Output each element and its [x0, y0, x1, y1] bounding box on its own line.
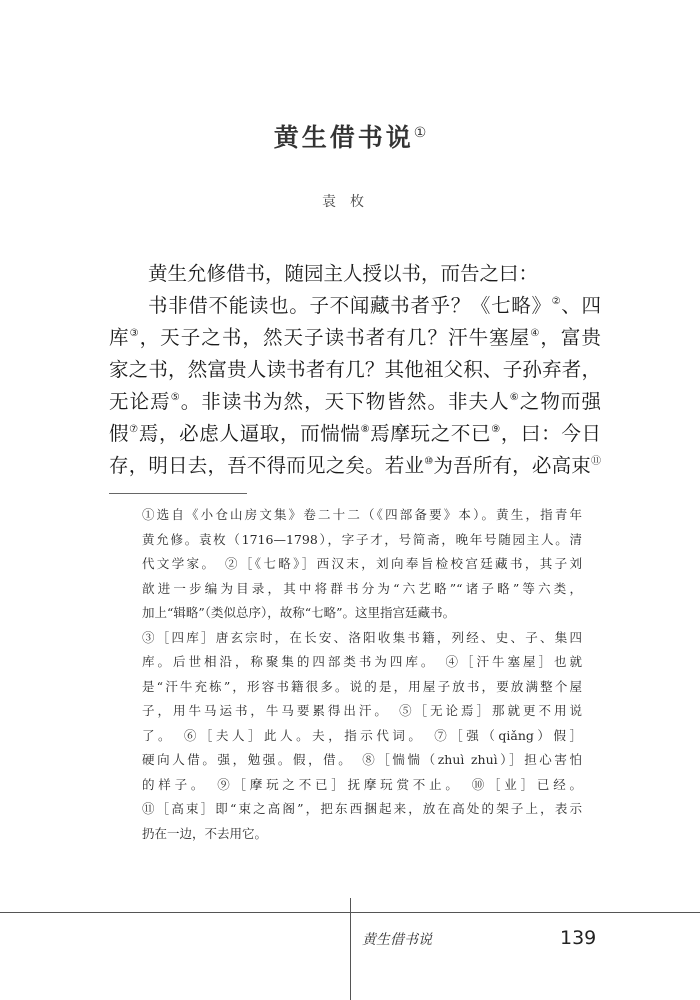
body-line	[109, 322, 601, 354]
footnote-line: 硬向人借。强，勉强。假，借。 ⑧［惴惴（zhuì zhuì）］担心害怕	[142, 752, 582, 767]
footnote-line: 了。 ⑥［夫人］此人。夫，指示代词。 ⑦［强（qiǎng）假］	[142, 727, 582, 743]
body-text-segment: 书非借不能读也。子不闻藏书者乎？《七略》	[148, 294, 552, 317]
footnote-line: ⑪［高束］即“束之高阁”，把东西捆起来，放在高处的架子上，表示	[142, 801, 582, 816]
footnote-marker: ⑧	[360, 424, 371, 435]
footnote-line: 是“汗牛充栋”，形容书籍很多。说的是，用屋子放书，要放满整个屋	[142, 678, 582, 694]
title-footnote-marker: ①	[413, 125, 427, 141]
body-text-segment: ，富贵	[540, 326, 601, 349]
body-text-segment: 库	[109, 326, 130, 349]
footnote-marker: ⑩	[424, 456, 434, 467]
body-text	[109, 258, 601, 482]
footnote-marker: ⑪	[590, 456, 601, 467]
page-title	[0, 118, 700, 154]
body-line	[109, 290, 601, 322]
body-line	[109, 258, 601, 290]
footnote-line: 代文学家。 ②［《七略》］西汉末，刘向奉旨检校宫廷藏书，其子刘	[142, 556, 582, 571]
body-text-segment: 、四	[561, 294, 601, 317]
footnote-marker: ④	[530, 328, 541, 339]
body-text-segment: 之物而强	[519, 390, 601, 413]
footnote-marker: ⑤	[170, 392, 181, 403]
footnote-line: 的样子。 ⑨［摩玩之不已］抚摩玩赏不止。 ⑩［业］已经。	[142, 776, 582, 792]
body-text-segment: 焉摩玩之不已	[370, 422, 492, 445]
running-title: 黄生借书说	[362, 932, 432, 948]
footnote-line: 扔在一边，不去用它。	[142, 825, 268, 841]
body-text-segment: 黄生允修借书，随园主人授以书，而告之曰：	[148, 262, 539, 285]
body-text-segment: ，天子之书，然天子读书者有几？汗牛塞屋	[139, 326, 531, 349]
body-text-segment: ，曰：今日	[500, 422, 601, 445]
footnote-marker: ②	[551, 296, 562, 307]
body-text-segment: 。非读书为然，天下物皆然。非夫人	[180, 390, 510, 413]
title-text: 黄生借书说	[273, 123, 414, 152]
body-text-segment: 家之书，然富贵人读书者有几？其他祖父积、子孙弃者，	[109, 358, 601, 381]
footnote-line: 黄允修。袁枚（1716—1798），字子才，号简斋，晚年号随园主人。清	[142, 531, 582, 547]
footnote-marker: ⑦	[129, 424, 139, 435]
footnote-marker: ⑨	[491, 424, 501, 435]
footnote-line: 库。后世相沿，称聚集的四部类书为四库。 ④［汗牛塞屋］也就	[142, 654, 582, 669]
page-number: 139	[560, 927, 597, 949]
footnote-line: 加上“辑略”（类似总序），故称“七略”。这里指宫廷藏书。	[142, 605, 456, 620]
body-line	[109, 418, 601, 450]
body-line	[109, 386, 601, 418]
body-line	[109, 354, 601, 386]
footnote-line: ①选自《小仓山房文集》卷二十二（《四部备要》本）。黄生，指青年	[142, 507, 582, 522]
footer-divider	[350, 898, 351, 1000]
footnote-line: ③［四库］唐玄宗时，在长安、洛阳收集书籍，列经、史、子、集四	[142, 629, 582, 645]
footnote-marker: ③	[129, 328, 140, 339]
body-text-segment: 假	[109, 422, 130, 445]
footnote-marker: ⑥	[509, 392, 520, 403]
author: 袁枚	[322, 194, 378, 210]
footnote-divider	[109, 493, 247, 494]
body-text-segment: 焉，必虑人逼取，而惴惴	[138, 422, 361, 445]
body-text-segment: 无论焉	[109, 390, 171, 413]
body-line	[109, 450, 601, 482]
footnote-line: 子，用牛马运书，牛马要累得出汗。 ⑤［无论焉］那就更不用说	[142, 703, 582, 718]
footnote-line: 歆进一步编为目录，其中将群书分为“六艺略”“诸子略”等六类，	[142, 580, 582, 596]
body-text-segment: 存，明日去，吾不得而见之矣。若业	[109, 454, 425, 477]
body-text-segment: 为吾所有，必高束	[433, 454, 591, 477]
footnotes	[142, 503, 582, 846]
